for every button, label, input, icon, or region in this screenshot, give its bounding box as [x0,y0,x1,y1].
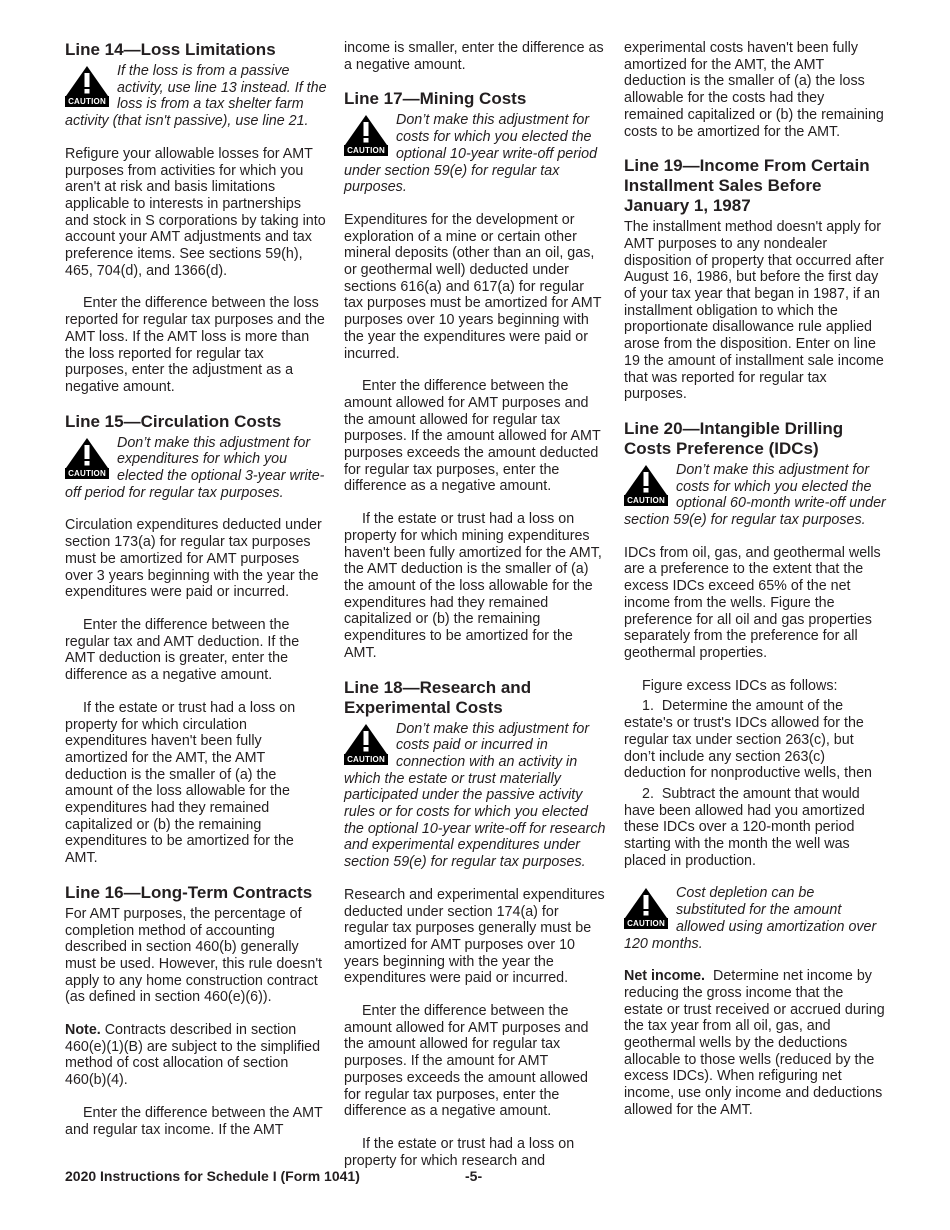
heading-line-15: Line 15—Circulation Costs [65,411,282,431]
caution-icon: CAUTION [624,887,671,933]
caution-text: Don’t make this adjustment for costs for which you elected the optional 60-month write-off under section 59(e) for regular tax purposes. [624,461,886,529]
paragraph: If the estate or trust had a loss on property for which mining expenditures haven't been fully amortized for the AMT, the AMT deduction is the smaller of (a) the amount of the loss allowable for the expenditures had they remained capitalized or (b) the remaining expenditures to be amortized for the AMT. [344,511,602,661]
paragraph: For AMT purposes, the percentage of completion method of accounting described in section 460(b) generally must be used. However, this rule doesn't apply to any home construction contract (as defined in section 460(e)(6)). [65,905,323,1006]
caution-icon: CAUTION [344,723,391,769]
list-item: 1. Determine the amount of the estate's or trust's IDCs allowed for the regular tax under section 263(c), but don’t include any section 263(c) deduction for nonproductive wells, then [624,698,872,782]
column-3 [624,40,886,1135]
list-item: 2. Subtract the amount that would have been allowed had you amortized these IDCs over a 120-month period starting with the month the well was placed in production. [624,785,865,869]
heading-line-17: Line 17—Mining Costs [344,89,527,109]
footer-title: 2020 Instructions for Schedule I (Form 1041) [65,1168,360,1184]
net-income-label: Net income. [624,968,706,985]
note-text: Contracts described in section 460(e)(1)(B) are subject to the simplified method of cost allocation of section 460(b)(4). [65,1022,321,1089]
net-income-text: Determine net income by reducing the gross income that the estate or trust received or accrued during the tax year from all oil, gas, and geothermal wells by the deductions allocable to those wells (reduced by the excess IDCs). When refiguring net income, use only income and deductions allowed for the AMT. [624,968,885,1118]
paragraph: Expenditures for the development or exploration of a mine or certain other mineral deposits (other than an oil, gas, or geothermal well) deducted under sections 616(a) and 617(a) for regular tax purposes must be amortized for AMT purposes over 10 years beginning with the year the expenditures were paid or incurred. [344,211,602,362]
caution-text: If the loss is from a passive activity, use line 13 instead. If the loss is from a tax shelter farm activity (that isn't passive), use line 21. [65,63,327,130]
caution-icon: CAUTION [65,65,112,111]
heading-line-20: Line 20—Intangible Drilling Costs Preference (IDCs) [624,418,844,458]
column-1 [65,40,328,1154]
caution-text: Don’t make this adjustment for expenditures for which you elected the optional 3-year write-off period for regular tax purposes. [65,434,325,501]
caution-note-line-17 [344,112,606,196]
caution-note-line-18 [344,721,606,871]
caution-icon: CAUTION [65,437,112,483]
paragraph: Enter the difference between the amount allowed for AMT purposes and the amount allowed for regular tax purposes. If the amount allowed for AMT purposes exceeds the amount deducted for regular tax purposes, enter the difference as a negative amount. [344,378,601,495]
paragraph: Enter the difference between the regular tax and AMT deduction. If the AMT deduction is greater, enter the difference as a negative amount. [65,616,300,684]
paragraph: The installment method doesn't apply for AMT purposes to any nondealer disposition of property that occurred after August 16, 1986, but before the first day of your tax year that began in 1987, if an installment obligation to which the proportionate disallowance rule applied arose from the disposition. Enter on line 19 the amount of installment sale income that was reported for regular tax purposes. [624,219,884,403]
heading-line-14: Line 14—Loss Limitations [65,40,276,59]
column-2 [344,40,606,1185]
paragraph: Enter the difference between the amount allowed for AMT purposes and the amount allowed for regular tax purposes. If the amount for AMT purposes exceeds the amount allowed for regular tax purposes, enter the difference as a negative amount. [344,1003,589,1120]
net-income-paragraph [624,968,886,1118]
paragraph: Enter the difference between the loss reported for regular tax purposes and the AMT loss. If the AMT loss is more than the loss reported for regular tax purposes, enter the adjustment as a negative amount. [65,295,325,395]
heading-line-18: Line 18—Research and Experimental Costs [344,677,532,717]
paragraph: Refigure your allowable losses for AMT purposes from activities for which you aren't at risk and basis limitations applicable to interests in partnerships and stock in S corporations by taking into account your AMT adjustments and tax preference items. See sections 59(h), 465, 704(d), and 1366(d). [65,145,326,279]
caution-note-line-20 [624,462,886,529]
paragraph: If the estate or trust had a loss on property for which research and [344,1135,575,1169]
note-label: Note. [65,1022,101,1039]
caution-icon: CAUTION [624,464,671,510]
paragraph: Circulation expenditures deducted under section 173(a) for regular tax purposes must be amortized for AMT purposes over 3 years beginning with the year the expenditures were paid or incurred. [65,517,322,601]
paragraph: If the estate or trust had a loss on property for which circulation expenditures haven't been fully amortized for the AMT, the AMT deduction is the smaller of (a) the amount of the loss allowable for the expenditures had they remained capitalized or (b) the remaining expenditures to be amortized for the AMT. [65,699,296,867]
paragraph: income is smaller, enter the difference as a negative amount. [344,40,604,73]
note-paragraph [65,1022,328,1089]
caution-note-line-14 [65,63,328,130]
page-footer [65,1168,886,1184]
caution-text: Don’t make this adjustment for costs paid or incurred in connection with an activity in which the estate or trust materially participated under the passive activity rules or for costs for which you elected the optional 10-year write-off for research and experimental expenditures under section 59(e) for regular tax purposes. [344,720,606,871]
caution-note-line-15 [65,435,328,502]
heading-line-19: Line 19—Income From Certain Installment Sales Before January 1, 1987 [624,156,870,216]
caution-note-cost-depletion [624,885,886,952]
caution-icon: CAUTION [344,114,391,160]
caution-text: Don’t make this adjustment for costs for which you elected the optional 10-year write-off period under section 59(e) for regular tax purposes. [344,112,598,196]
heading-line-16: Line 16—Long-Term Contracts [65,882,313,902]
paragraph: IDCs from oil, gas, and geothermal wells are a preference to the extent that the excess IDCs exceed 65% of the net income from the wells. Figure the preference for all oil and gas properties separately from the preference for all geothermal properties. [624,544,881,661]
caution-text: Cost depletion can be substituted for the amount allowed using amortization over 120 months. [624,885,877,952]
paragraph: Figure excess IDCs as follows: [642,677,838,694]
page-number: -5- [465,1168,483,1184]
paragraph: Research and experimental expenditures deducted under section 174(a) for regular tax purposes generally must be amortized for AMT purposes over 10 years beginning with the year the expenditures were paid or incurred. [344,886,605,987]
paragraph: experimental costs haven't been fully amortized for the AMT, the AMT deduction is the smaller of (a) the loss allowable for the costs had they remained capitalized or (b) the remaining costs to be amortized for the AMT. [624,40,884,140]
paragraph: Enter the difference between the AMT and regular tax income. If the AMT [65,1104,323,1138]
